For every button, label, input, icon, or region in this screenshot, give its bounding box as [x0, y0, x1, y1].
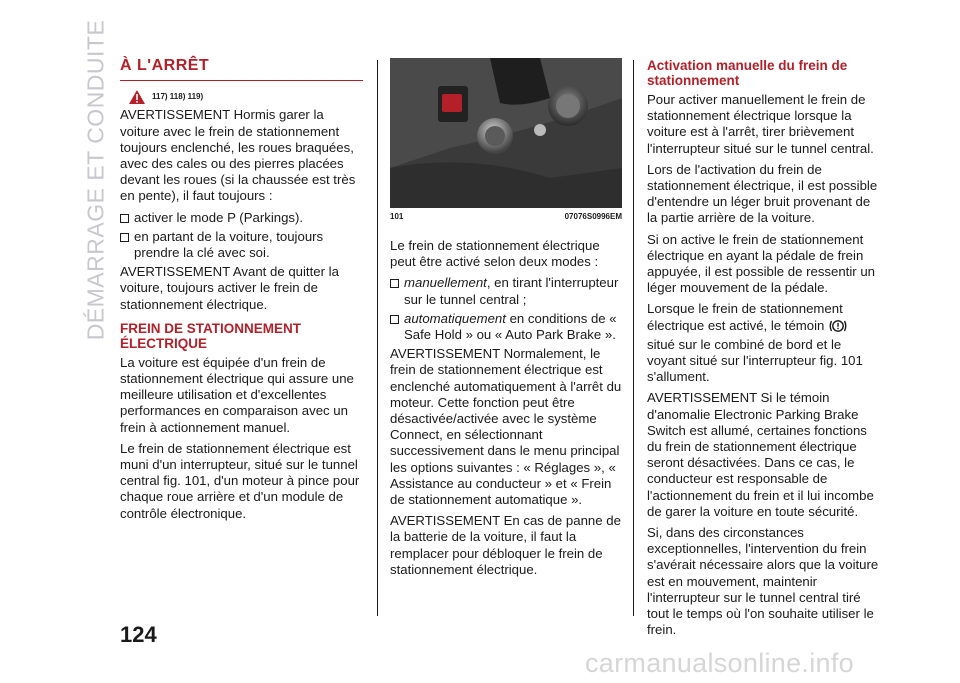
- paragraph: Si, dans des circonstances exceptionnelles, l'intervention du frein s'avérait nécessaire alors que la voiture est en mouvement, maintenir l'interrupteur sur le tunnel central tiré tout le temps où l'on souhaite utiliser le frein.: [647, 525, 879, 638]
- bullet-box-icon: [120, 233, 129, 242]
- paragraph: AVERTISSEMENT Avant de quitter la voiture, toujours activer le frein de stationnement électrique.: [120, 264, 339, 312]
- paragraph: Lors de l'activation du frein de stationnement électrique, il est possible d'entendre un léger bruit provenant de la partie arrière de la voiture.: [647, 161, 878, 226]
- column-1: [120, 58, 363, 527]
- mode-manual-desc: , en tirant l'interrupteur sur le tunnel central ;: [404, 275, 619, 307]
- list-item-text: [404, 275, 622, 307]
- list-item: [120, 229, 363, 261]
- subsection-heading: Activation manuelle du frein de stationnement: [647, 58, 848, 88]
- chapter-title: DÉMARRAGE ET CONDUITE: [82, 19, 109, 341]
- paragraph: [647, 301, 879, 385]
- mode-automatic-desc: en conditions de « Safe Hold » ou « Auto Park Brake ».: [404, 310, 617, 343]
- page-number: 124: [120, 622, 157, 647]
- list-item: [390, 275, 622, 307]
- bullet-box-icon: [390, 315, 399, 324]
- bullet-box-icon: [390, 279, 399, 288]
- list-item: [390, 311, 622, 343]
- paragraph-part: Lorsque le frein de stationnement électrique est activé, le témoin: [647, 301, 843, 333]
- paragraph: AVERTISSEMENT Normalement, le frein de stationnement électrique est enclenché automatiquement à l'arrêt du moteur. Cette fonction peut être désactivée/activée avec le système Connect, en sélectionnant successivement dans le menu principal les options suivantes : « Réglages », « Assistance au conducteur » et « Frein de stationnement automatique ».: [390, 346, 622, 508]
- watermark: carmanualsonline.info: [585, 648, 854, 678]
- paragraph: AVERTISSEMENT En cas de panne de la batterie de la voiture, il faut la remplacer pour débloquer le frein de stationnement électrique.: [390, 513, 621, 577]
- parking-brake-warning-icon: [828, 319, 848, 337]
- column-divider-1: [377, 60, 378, 616]
- section-heading: À L'ARRÊT: [120, 58, 363, 81]
- bullet-box-icon: [120, 214, 129, 223]
- warning-triangle-icon: [128, 89, 146, 105]
- column-2: [390, 238, 622, 583]
- paragraph: Le frein de stationnement électrique est muni d'un interrupteur, situé sur le tunnel central fig. 101, d'un moteur à pince pour chaque roue arrière et d'un module de contrôle électronique.: [120, 440, 360, 521]
- subsection-heading: FREIN DE STATIONNEMENT ÉLECTRIQUE: [120, 320, 301, 351]
- list-item-text: en partant de la voiture, toujours prendre la clé avec soi.: [134, 228, 324, 261]
- paragraph: Si on active le frein de stationnement électrique en ayant la pédale de frein appuyée, il est possible de ressentir un léger mouvement de la pédale.: [647, 231, 875, 296]
- figure-number: 101: [390, 212, 404, 221]
- figure-101-photo: [390, 58, 622, 208]
- list-item: [120, 210, 363, 226]
- mode-automatic: automatiquement: [404, 310, 506, 326]
- paragraph: AVERTISSEMENT Si le témoin d'anomalie Electronic Parking Brake Switch est allumé, certaines fonctions du frein de stationnement électrique seront désactivées. Dans ce cas, le conducteur est responsable de l'actionnement du frein et il lui incombe de garer la voiture en toute sécurité.: [647, 390, 874, 519]
- paragraph: AVERTISSEMENT Hormis garer la voiture avec le frein de stationnement toujours enclenché, les roues braquées, avec des cales ou des pierres placées devant les roues (si la chaussée est très en pente), il faut toujours :: [120, 107, 356, 204]
- list-item-text: activer le mode P (Parkings).: [134, 209, 304, 225]
- column-divider-2: [633, 60, 634, 616]
- paragraph: La voiture est équipée d'un frein de stationnement électrique qui assure une meilleure utilisation et d'excellentes performances en comparaison avec un frein à actionnement manuel.: [120, 354, 354, 435]
- chapter-side-tab: [76, 19, 116, 341]
- warning-ref-numbers: 117) 118) 119): [152, 92, 204, 102]
- mode-manual: manuellement: [404, 275, 487, 291]
- warning-references: [128, 89, 363, 105]
- figure-caption: [390, 212, 622, 221]
- paragraph-part: situé sur le combiné de bord et le voyant situé sur l'interrupteur fig. 101 s'allument.: [647, 336, 863, 385]
- paragraph: Pour activer manuellement le frein de stationnement électrique lorsque la voiture est à l'arrêt, tirer brièvement l'interrupteur situé sur le tunnel central.: [647, 92, 874, 156]
- figure-code: 07076S0996EM: [564, 212, 622, 221]
- paragraph: Le frein de stationnement électrique peut être activé selon deux modes :: [390, 238, 600, 270]
- column-3: [647, 58, 879, 644]
- list-item-text: [404, 311, 622, 343]
- center-console-illustration: [390, 58, 622, 208]
